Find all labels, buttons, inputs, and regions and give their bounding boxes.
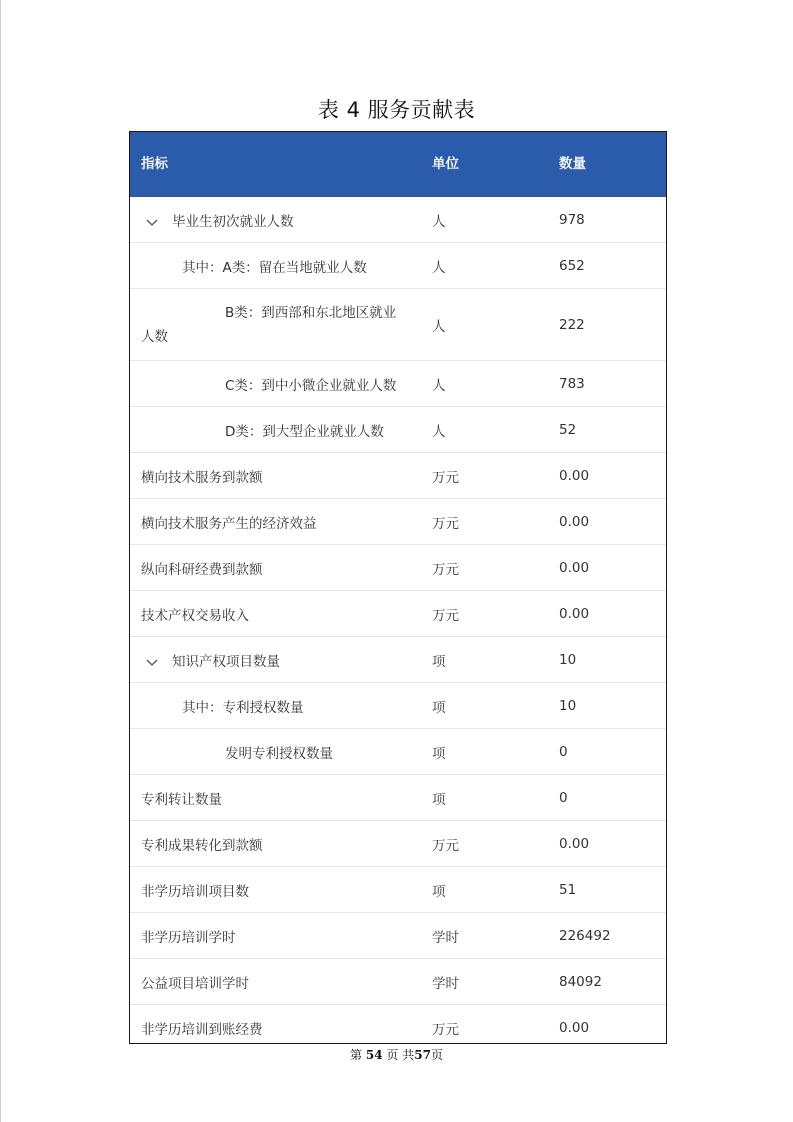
table-row	[130, 821, 666, 867]
service-contribution-table	[129, 131, 667, 1044]
quantity-cell: 0.00	[559, 1020, 590, 1036]
table-row	[130, 545, 666, 591]
footer-total-pages: 57	[414, 1048, 431, 1062]
indicator-label: 其中：专利授权数量	[182, 699, 304, 716]
quantity-cell: 226492	[559, 927, 611, 944]
table-row	[130, 683, 666, 729]
quantity-cell: 0	[559, 743, 568, 760]
unit-cell: 人	[432, 377, 446, 394]
indicator-cell: 非学历培训项目数	[141, 883, 249, 900]
indicator-label: B类：到西部和东北地区就业人数	[141, 304, 397, 345]
indicator-cell	[141, 683, 411, 728]
unit-cell: 项	[432, 653, 446, 670]
unit-cell: 项	[432, 791, 446, 808]
page-edge	[0, 0, 1, 1122]
unit-cell: 人	[432, 423, 446, 440]
header-indicator: 指标	[141, 156, 168, 172]
indicator-label: 发明专利授权数量	[225, 745, 333, 762]
footer-suffix: 页	[430, 1048, 443, 1062]
indicator-cell	[141, 729, 411, 774]
footer-page-number: 54	[365, 1048, 383, 1062]
unit-cell: 项	[432, 699, 446, 716]
indicator-cell: 公益项目培训学时	[141, 975, 249, 992]
indicator-label: D类：到大型企业就业人数	[225, 423, 384, 440]
unit-cell: 人	[432, 259, 446, 276]
table-header	[130, 132, 666, 197]
quantity-cell: 0	[559, 789, 568, 806]
quantity-cell: 978	[559, 211, 585, 228]
unit-cell: 学时	[432, 929, 459, 946]
footer-middle: 页 共	[386, 1048, 415, 1062]
table-row[interactable]	[130, 637, 666, 683]
table-row	[130, 775, 666, 821]
quantity-cell: 51	[559, 881, 577, 898]
header-quantity: 数量	[559, 156, 586, 172]
unit-cell: 万元	[432, 515, 459, 532]
page-title: 表 4 服务贡献表	[317, 98, 476, 122]
indicator-cell: 非学历培训到账经费	[141, 1022, 263, 1038]
quantity-cell: 0.00	[559, 559, 590, 576]
unit-cell: 万元	[432, 561, 459, 578]
quantity-cell: 0.00	[559, 467, 590, 484]
unit-cell: 人	[432, 213, 446, 230]
quantity-cell: 0.00	[559, 513, 590, 530]
quantity-cell: 0.00	[559, 605, 590, 622]
indicator-cell	[141, 407, 411, 452]
indicator-label: C类：到中小微企业就业人数	[225, 377, 397, 394]
chevron-down-icon[interactable]	[146, 655, 162, 665]
quantity-cell: 10	[559, 697, 577, 714]
table-row	[130, 1005, 666, 1044]
table-row	[130, 289, 666, 361]
unit-cell: 人	[432, 318, 446, 335]
table-row	[130, 361, 666, 407]
unit-cell: 项	[432, 883, 446, 900]
indicator-cell: 专利转让数量	[141, 791, 222, 808]
unit-cell: 万元	[432, 469, 459, 486]
indicator-cell: 非学历培训学时	[141, 929, 236, 946]
footer-prefix: 第	[350, 1048, 363, 1062]
indicator-label: 知识产权项目数量	[172, 653, 280, 670]
table-row	[130, 959, 666, 1005]
quantity-cell: 222	[559, 316, 585, 333]
indicator-cell: 纵向科研经费到款额	[141, 561, 263, 578]
indicator-cell: 横向技术服务产生的经济效益	[141, 515, 317, 532]
table-row	[130, 867, 666, 913]
chevron-down-icon[interactable]	[146, 215, 162, 225]
header-unit: 单位	[432, 156, 459, 172]
indicator-cell: 专利成果转化到款额	[141, 837, 263, 854]
quantity-cell: 0.00	[559, 835, 590, 852]
indicator-cell	[141, 197, 411, 242]
indicator-label: 毕业生初次就业人数	[172, 213, 294, 230]
table-row	[130, 243, 666, 289]
indicator-cell: 横向技术服务到款额	[141, 469, 263, 486]
quantity-cell: 10	[559, 651, 577, 668]
unit-cell: 万元	[432, 607, 459, 624]
quantity-cell: 84092	[559, 973, 602, 990]
unit-cell: 学时	[432, 975, 459, 992]
table-row	[130, 499, 666, 545]
table-row[interactable]	[130, 197, 666, 243]
indicator-cell	[141, 637, 411, 682]
unit-cell: 万元	[432, 1022, 459, 1038]
quantity-cell: 783	[559, 375, 585, 392]
table-row	[130, 729, 666, 775]
table-row	[130, 407, 666, 453]
indicator-cell	[141, 361, 411, 406]
indicator-cell	[141, 243, 411, 288]
page-footer	[0, 1046, 793, 1063]
quantity-cell: 52	[559, 421, 577, 438]
table-row	[130, 453, 666, 499]
quantity-cell: 652	[559, 257, 585, 274]
unit-cell: 万元	[432, 837, 459, 854]
indicator-cell	[141, 289, 411, 360]
indicator-label: 其中：A类：留在当地就业人数	[182, 259, 367, 276]
unit-cell: 项	[432, 745, 446, 762]
table-row	[130, 913, 666, 959]
indicator-cell: 技术产权交易收入	[141, 607, 249, 624]
table-row	[130, 591, 666, 637]
